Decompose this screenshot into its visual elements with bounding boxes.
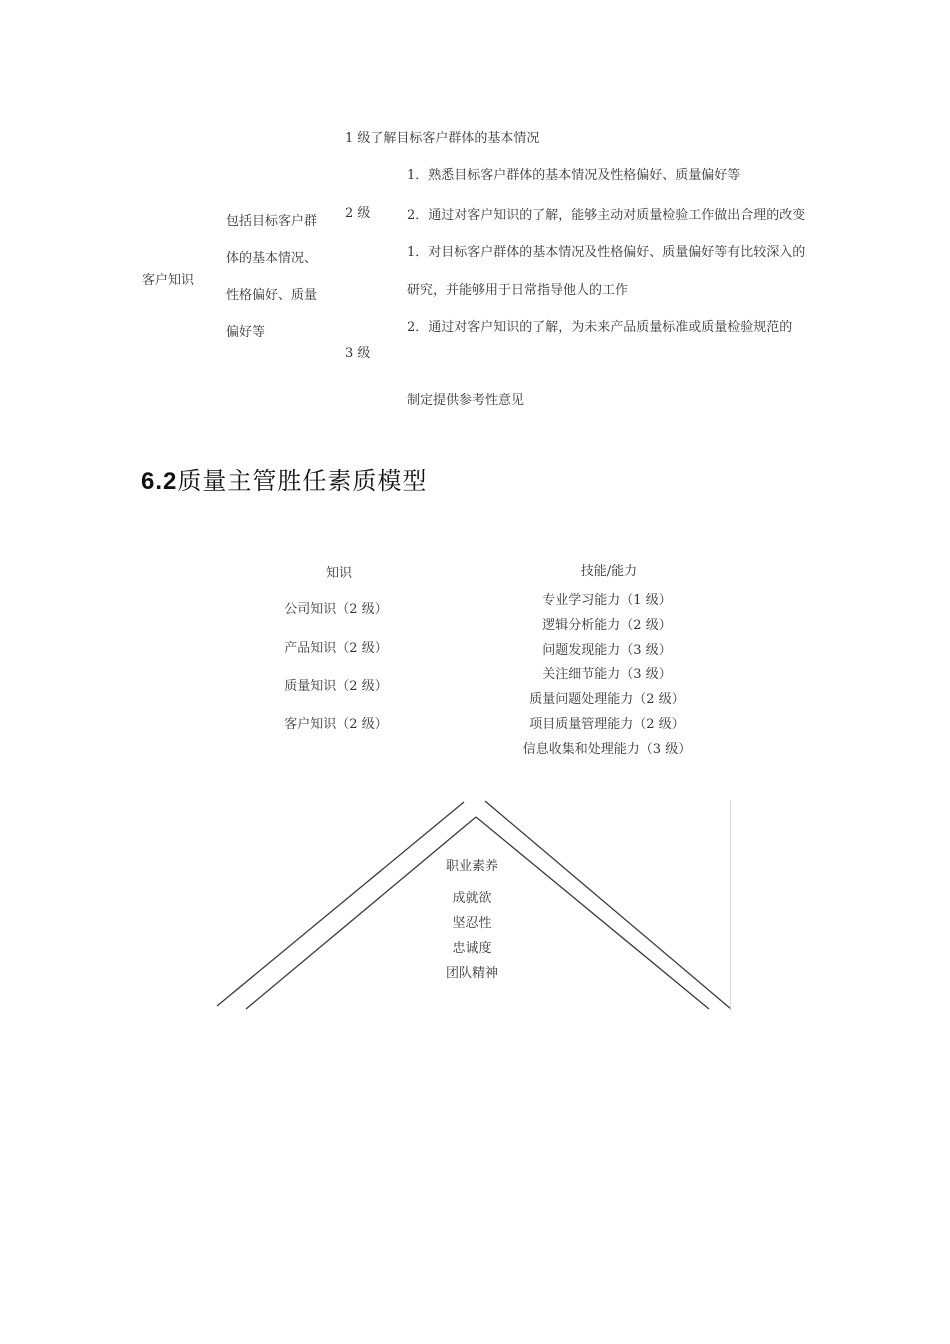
knowledge-item: 公司知识（2 级）: [284, 602, 388, 617]
section-title: 质量主管胜任素质模型: [177, 467, 428, 495]
level-3-line: 1．对目标客户群体的基本情况及性格偏好、质量偏好等有比较深入的: [407, 245, 806, 260]
knowledge-title: 知识: [325, 566, 353, 581]
description-line: 包括目标客户群: [226, 214, 318, 229]
skill-item: 问题发现能力（3 级）: [542, 643, 672, 658]
skill-item: 关注细节能力（3 级）: [542, 667, 672, 682]
skill-item: 信息收集和处理能力（3 级）: [522, 742, 692, 757]
section-number: 6.2: [141, 468, 178, 495]
skills-title: 技能/能力: [580, 564, 638, 579]
knowledge-item: 质量知识（2 级）: [284, 679, 388, 694]
level-1-label: 1 级: [345, 131, 371, 146]
professionalism-item: 成就欲: [452, 891, 492, 906]
professionalism-title: 职业素养: [445, 859, 499, 874]
level-2-item: 2．通过对客户知识的了解，能够主动对质量检验工作做出合理的改变: [407, 208, 806, 223]
professionalism-item: 团队精神: [445, 966, 499, 981]
level-3-line: 制定提供参考性意见: [407, 393, 525, 408]
description-line: 偏好等: [226, 325, 266, 340]
professionalism-item: 坚忍性: [452, 916, 492, 931]
skill-item: 专业学习能力（1 级）: [542, 593, 672, 608]
roof-outer-left-line: [217, 802, 464, 1006]
skill-item: 项目质量管理能力（2 级）: [529, 717, 685, 732]
category-label: 客户知识: [142, 273, 195, 288]
roof-inner-left-line: [246, 817, 476, 1009]
description-line: 性格偏好、质量: [226, 288, 318, 303]
knowledge-item: 客户知识（2 级）: [284, 717, 388, 732]
skill-item: 逻辑分析能力（2 级）: [542, 618, 672, 633]
level-3-label: 3 级: [345, 346, 371, 361]
level-2-label: 2 级: [345, 206, 371, 221]
description-line: 体的基本情况、: [226, 251, 318, 266]
professionalism-item: 忠诚度: [452, 941, 492, 956]
skill-item: 质量问题处理能力（2 级）: [529, 692, 685, 707]
knowledge-item: 产品知识（2 级）: [284, 641, 388, 656]
roof-outer-right-line: [485, 801, 731, 1009]
level-2-item: 1．熟悉目标客户群体的基本情况及性格偏好、质量偏好等: [407, 168, 741, 183]
roof-inner-right-line: [476, 817, 709, 1009]
level-1-text: 了解目标客户群体的基本情况: [370, 131, 540, 146]
level-3-line: 研究，并能够用于日常指导他人的工作: [407, 283, 629, 298]
level-3-line: 2．通过对客户知识的了解，为未来产品质量标准或质量检验规范的: [407, 320, 793, 335]
